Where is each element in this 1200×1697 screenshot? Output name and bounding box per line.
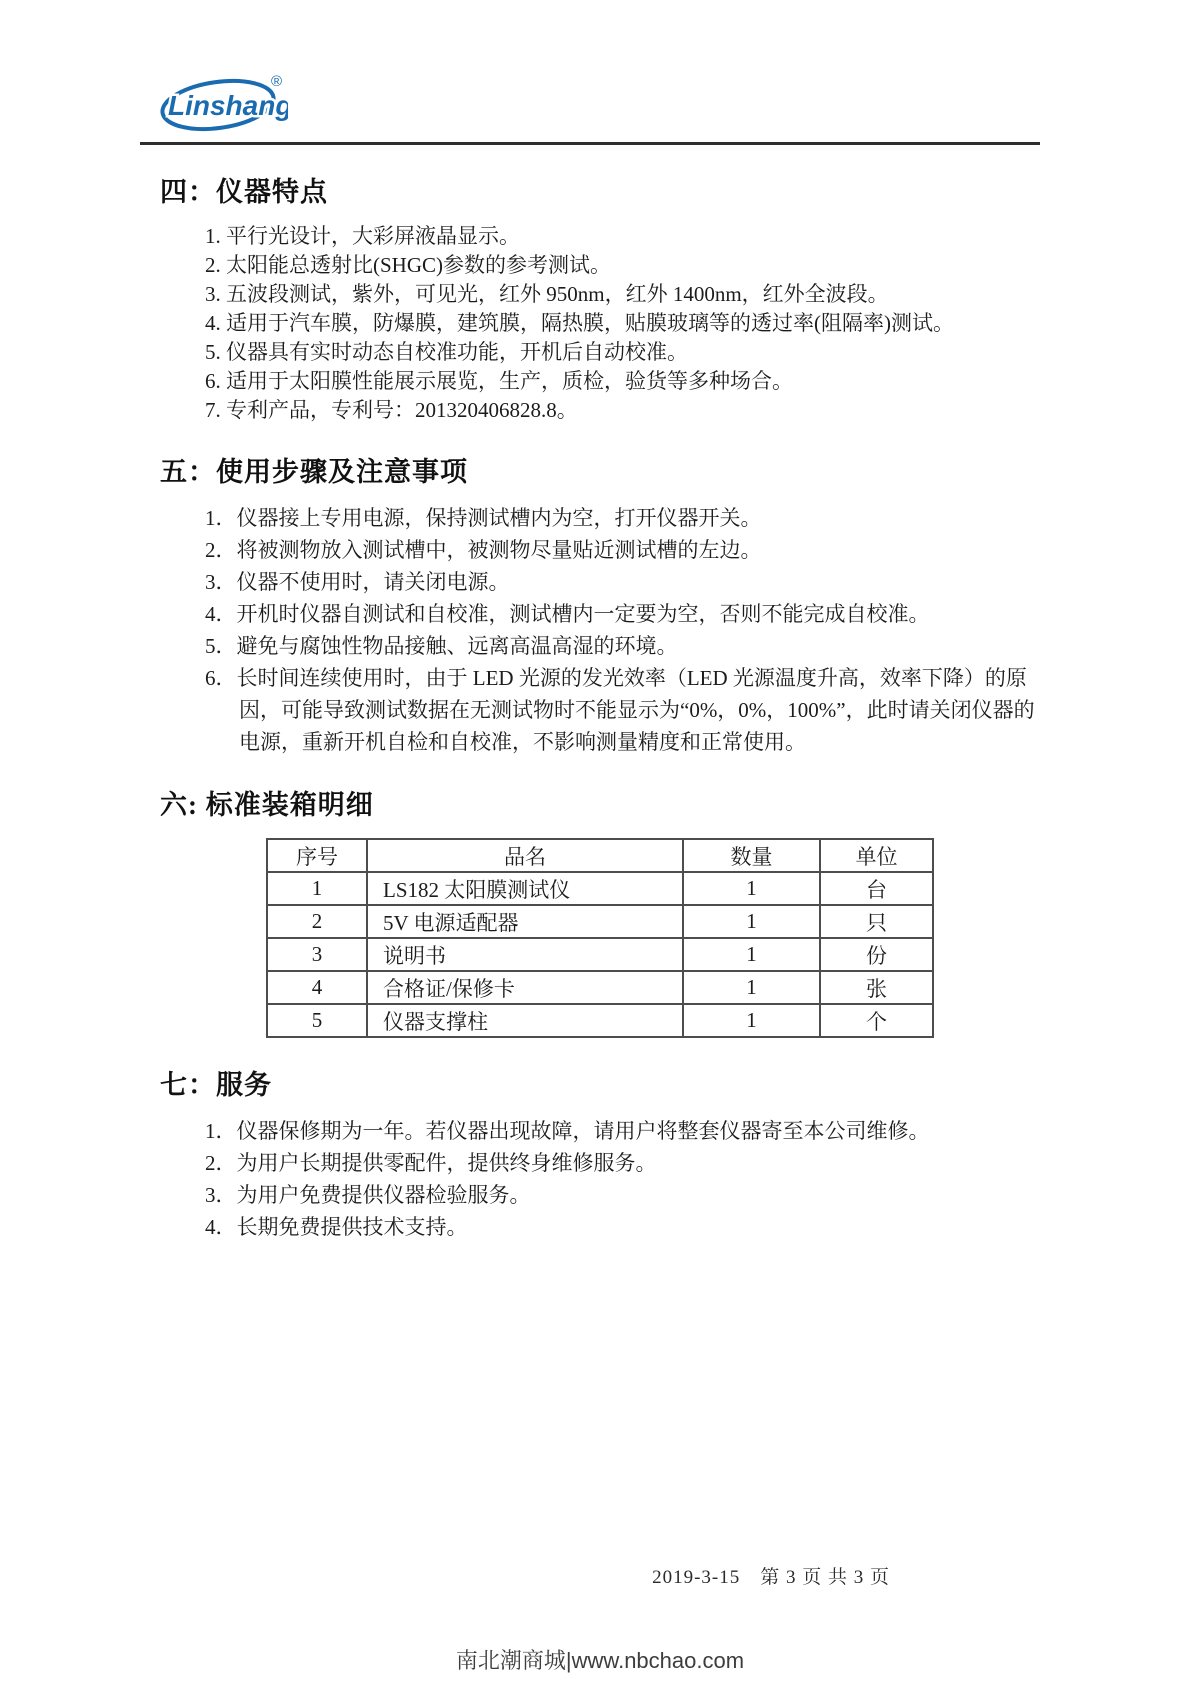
usage-steps-list <box>160 502 1035 758</box>
table-cell: 只 <box>820 905 933 938</box>
list-item: 4．开机时仪器自测试和自校准，测试槽内一定要为空，否则不能完成自校准。 <box>205 602 930 626</box>
watermark-text: 南北潮商城|www.nbchao.com <box>455 1648 745 1673</box>
linshang-logo <box>158 70 288 136</box>
section-title-service: 七：服务 <box>160 1070 272 1100</box>
features-list <box>160 222 1005 425</box>
table-header-cell: 单位 <box>820 839 933 872</box>
list-item: 1. 平行光设计，大彩屏液晶显示。 <box>205 224 520 248</box>
table-cell: 5V 电源适配器 <box>367 905 683 938</box>
list-item: 5．避免与腐蚀性物品接触、远离高温高湿的环境。 <box>205 634 678 658</box>
list-item: 2．为用户长期提供零配件，提供终身维修服务。 <box>205 1151 657 1175</box>
list-item: 3. 五波段测试，紫外，可见光，红外 950nm，红外 1400nm，红外全波段。 <box>205 282 889 306</box>
table-cell: 2 <box>267 905 367 938</box>
table-cell: 份 <box>820 938 933 971</box>
page-content <box>0 170 1200 1243</box>
table-cell: 5 <box>267 1004 367 1037</box>
table-header-cell: 品名 <box>367 839 683 872</box>
table-cell: 个 <box>820 1004 933 1037</box>
table-cell: 1 <box>683 872 820 905</box>
logo-text: Linshang <box>168 90 288 121</box>
table-cell: 1 <box>683 971 820 1004</box>
table-cell: 1 <box>683 938 820 971</box>
section-title-features: 四：仪器特点 <box>160 177 328 207</box>
table-cell: 合格证/保修卡 <box>367 971 683 1004</box>
list-item: 3．为用户免费提供仪器检验服务。 <box>205 1183 531 1207</box>
list-item: 4. 适用于汽车膜，防爆膜，建筑膜，隔热膜，贴膜玻璃等的透过率(阻隔率)测试。 <box>205 311 954 335</box>
table-header-cell: 序号 <box>267 839 367 872</box>
list-item: 3．仪器不使用时，请关闭电源。 <box>205 570 510 594</box>
table-cell: 3 <box>267 938 367 971</box>
footer-date: 2019-3-15 <box>652 1567 741 1588</box>
header-divider <box>140 142 1040 145</box>
table-row <box>267 938 933 971</box>
table-row <box>267 905 933 938</box>
linshang-logo-graphic <box>158 70 288 136</box>
list-item: 7. 专利产品，专利号：201320406828.8。 <box>205 398 578 422</box>
list-item: 2. 太阳能总透射比(SHGC)参数的参考测试。 <box>205 253 612 277</box>
registered-trademark-icon: ® <box>271 73 283 90</box>
table-cell: 台 <box>820 872 933 905</box>
table-cell: 1 <box>683 1004 820 1037</box>
table-row <box>267 971 933 1004</box>
list-item: 2．将被测物放入测试槽中，被测物尽量贴近测试槽的左边。 <box>205 538 762 562</box>
table-cell: 说明书 <box>367 938 683 971</box>
table-header-cell: 数量 <box>683 839 820 872</box>
list-item: 1．仪器保修期为一年。若仪器出现故障，请用户将整套仪器寄至本公司维修。 <box>205 1119 930 1143</box>
table-cell: LS182 太阳膜测试仪 <box>367 872 683 905</box>
table-cell: 张 <box>820 971 933 1004</box>
table-cell: 1 <box>683 905 820 938</box>
list-item: 6．长时间连续使用时，由于 LED 光源的发光效率（LED 光源温度升高，效率下降）的原因，可能导致测试数据在无测试物时不能显示为“0%，0%，100%”，此时请关闭仪器的电源，重新开机自检和自校准，不影响测量精度和正常使用。 <box>205 666 1035 754</box>
table-cell: 仪器支撑柱 <box>367 1004 683 1037</box>
list-item: 1．仪器接上专用电源，保持测试槽内为空，打开仪器开关。 <box>205 506 762 530</box>
table-header-row <box>267 839 933 872</box>
section-title-usage-steps: 五：使用步骤及注意事项 <box>160 457 468 487</box>
service-list <box>160 1115 1035 1243</box>
footer-page-number: 第 3 页 共 3 页 <box>760 1567 890 1588</box>
page-footer <box>0 1562 890 1589</box>
table-row <box>267 1004 933 1037</box>
table-cell: 1 <box>267 872 367 905</box>
packing-list-table <box>266 838 934 1038</box>
list-item: 6. 适用于太阳膜性能展示展览，生产，质检，验货等多种场合。 <box>205 369 793 393</box>
table-cell: 4 <box>267 971 367 1004</box>
section-title-packing-list: 六: 标准装箱明细 <box>160 790 374 820</box>
table-row <box>267 872 933 905</box>
list-item: 5. 仪器具有实时动态自校准功能，开机后自动校准。 <box>205 340 688 364</box>
list-item: 4．长期免费提供技术支持。 <box>205 1215 468 1239</box>
